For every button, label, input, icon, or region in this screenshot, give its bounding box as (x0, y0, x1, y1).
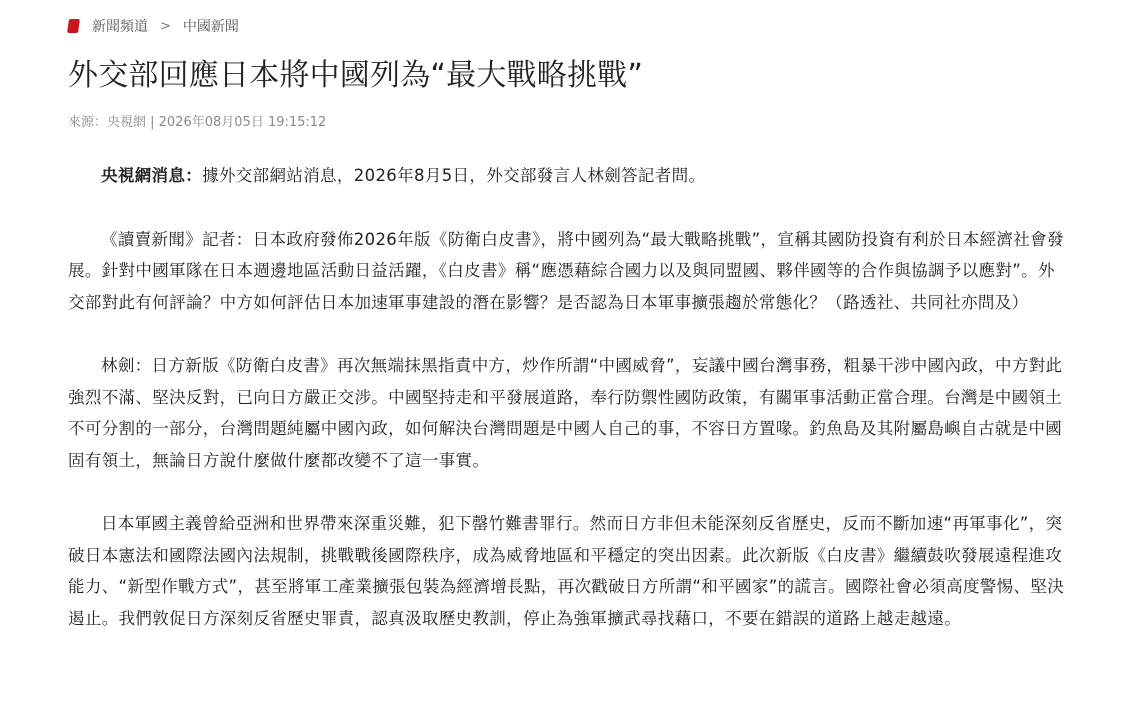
page-title: 外交部回應日本將中國列為“最大戰略挑戰” (68, 58, 644, 93)
article-meta: 來源：央視網 | 2026年08月05日 19:15:12 (68, 115, 327, 130)
article-paragraph: 日本軍國主義曾給亞洲和世界帶來深重災難，犯下罄竹難書罪行。然而日方非但未能深刻反省歷史，反而不斷加速“再軍事化”，突破日本憲法和國際法國內法規制，挑戰戰後國際秩序，成為威脅地區和平穩定的突出因素。此次新版《白皮書》繼續鼓吹發展遠程進攻能力、“新型作戰方式”，甚至將軍工產業擴張包裝為經濟增長點，再次戳破日方所謂“和平國家”的謊言。國際社會必須高度警惕、堅決遏止。我們敦促日方深刻反省歷史罪責，認真汲取歷史教訓，停止為強軍擴武尋找藉口，不要在錯誤的道路上越走越遠。 (68, 514, 1065, 628)
breadcrumb-separator: > (160, 18, 171, 34)
breadcrumb (68, 16, 239, 36)
lead-source-label: 央視網消息： (101, 166, 203, 185)
article-paragraph: 《讀賣新聞》記者：日本政府發佈2026年版《防衛白皮書》，將中國列為“最大戰略挑戰”，宣稱其國防投資有利於日本經濟社會發展。針對中國軍隊在日本週邊地區活動日益活躍，《白皮書》稱“應憑藉綜合國力以及與同盟國、夥伴國等的合作與協調予以應對”。外交部對此有何評論？中方如何評估日本加速軍事建設的潛在影響？是否認為日本軍事擴張趨於常態化？（路透社、共同社亦問及） (68, 229, 1064, 312)
article-body (68, 160, 1068, 666)
cctv-red-logo-icon[interactable] (67, 19, 80, 33)
breadcrumb-link-china-news[interactable]: 中國新聞 (182, 19, 239, 35)
lead-text: 據外交部網站消息，2026年8月5日，外交部發言人林劍答記者問。 (202, 166, 706, 185)
breadcrumb-link-news-channel[interactable]: 新聞頻道 (92, 19, 148, 35)
article-lead-paragraph (68, 160, 1068, 192)
article-paragraph: 林劍：日方新版《防衛白皮書》再次無端抹黑指責中方，炒作所謂“中國威脅”，妄議中國台灣事務，粗暴干涉中國內政，中方對此強烈不滿、堅決反對，已向日方嚴正交涉。中國堅持走和平發展道路，奉行防禦性國防政策，有關軍事活動正當合理。台灣是中國領土不可分割的一部分，台灣問題純屬中國內政，如何解決台灣問題是中國人自己的事，不容日方置喙。釣魚島及其附屬島嶼自古就是中國固有領土，無論日方說什麼做什麼都改變不了這一事實。 (68, 356, 1063, 470)
